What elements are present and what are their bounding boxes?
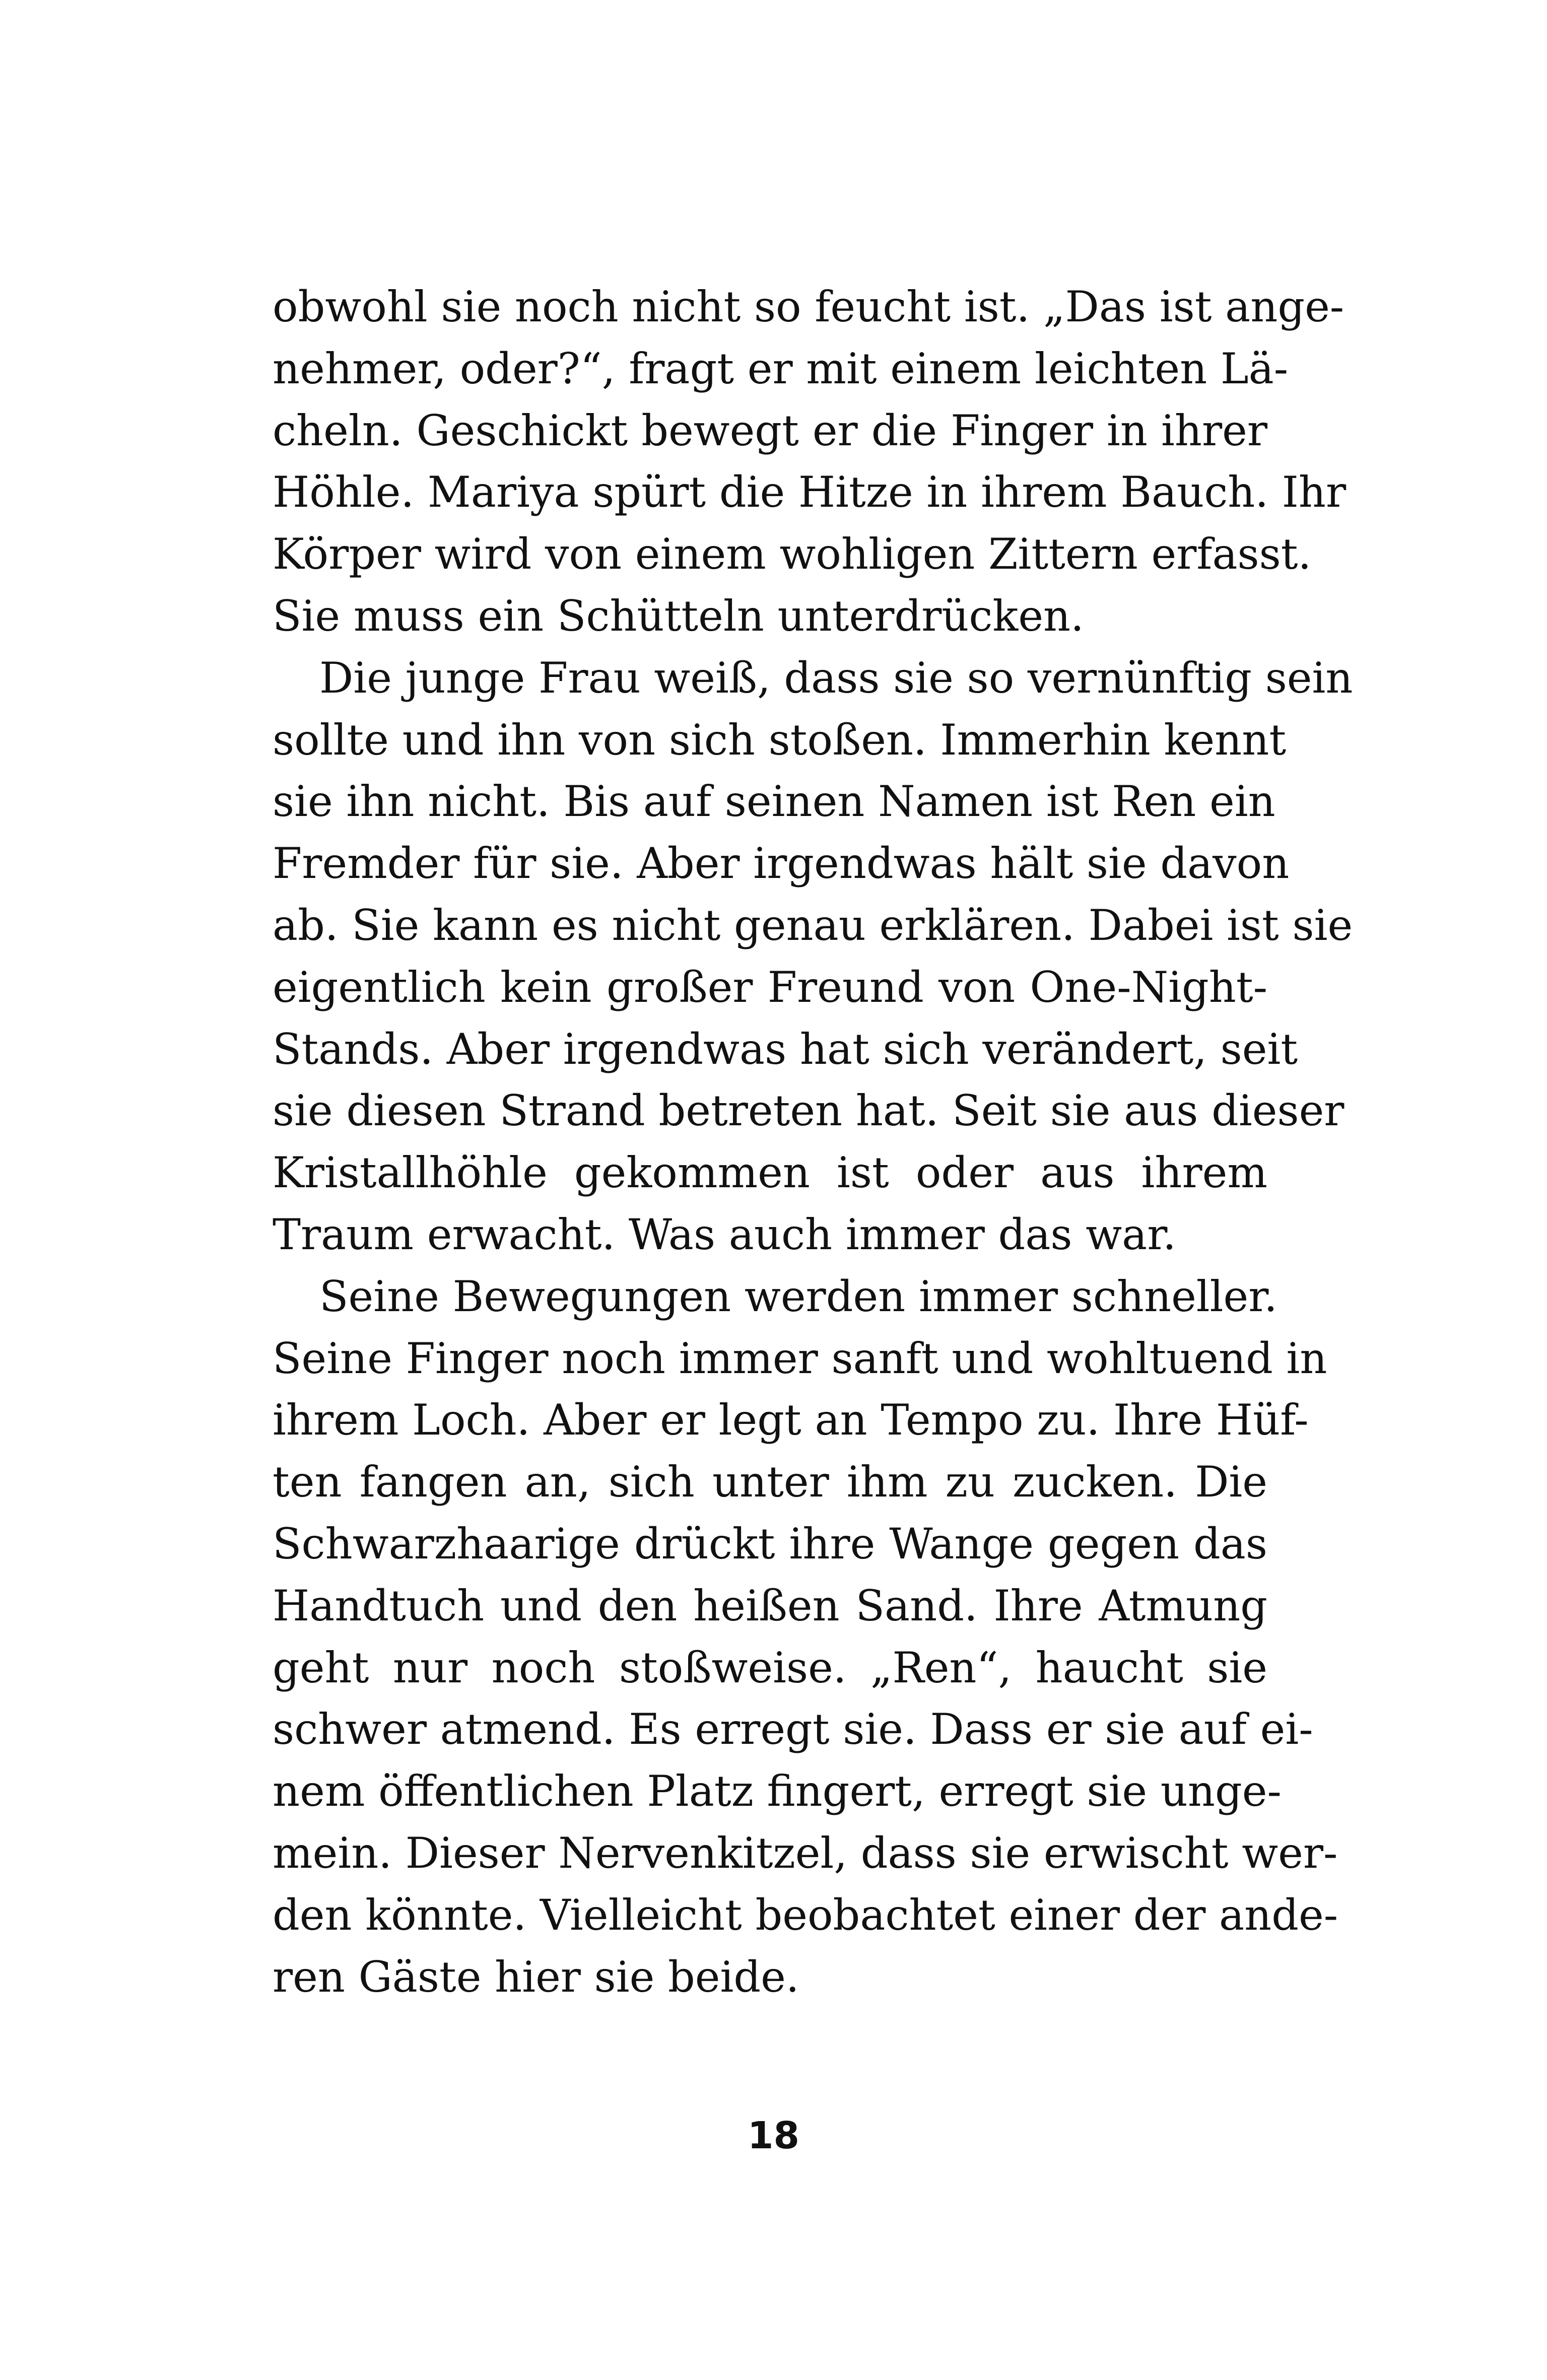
paragraph bbox=[273, 647, 1353, 1266]
text-line: Traum erwacht. Was auch immer das war. bbox=[273, 1209, 1176, 1259]
text-line: Schwarzhaarige drückt ihre Wange gegen das bbox=[273, 1519, 1267, 1569]
text-line: Sie muss ein Schütteln unterdrücken. bbox=[273, 591, 1084, 641]
text-line: sie ihn nicht. Bis auf seinen Namen ist Ren ein bbox=[273, 777, 1275, 827]
text-line: ren Gäste hier sie beide. bbox=[273, 1952, 799, 2002]
text-line: Seine Bewegungen werden immer schneller. bbox=[319, 1271, 1277, 1321]
text-line: Die junge Frau weiß, dass sie so vernünftig sein bbox=[319, 653, 1353, 703]
text-line: Kristallhöhle gekommen ist oder aus ihrem bbox=[273, 1148, 1267, 1198]
text-line: obwohl sie noch nicht so feucht ist. „Das ist ange- bbox=[273, 282, 1344, 331]
text-line: ab. Sie kann es nicht genau erklären. Dabei ist sie bbox=[273, 900, 1353, 950]
text-line: Körper wird von einem wohligen Zittern erfasst. bbox=[273, 529, 1312, 579]
text-line: schwer atmend. Es erregt sie. Dass er sie auf ei- bbox=[273, 1705, 1313, 1754]
text-line: nem öffentlichen Platz fingert, erregt sie unge- bbox=[273, 1766, 1282, 1816]
text-line: ten fangen an, sich unter ihm zu zucken. Die bbox=[273, 1457, 1267, 1507]
text-line: sie diesen Strand betreten hat. Seit sie aus dieser bbox=[273, 1086, 1344, 1136]
text-line: den könnte. Vielleicht beobachtet einer der ande- bbox=[273, 1890, 1338, 1940]
text-line: nehmer, oder?“, fragt er mit einem leichten Lä- bbox=[273, 344, 1289, 393]
text-line: geht nur noch stoßweise. „Ren“, haucht sie bbox=[273, 1643, 1267, 1692]
text-line: Höhle. Mariya spürt die Hitze in ihrem Bauch. Ihr bbox=[273, 467, 1347, 517]
paragraph bbox=[273, 1266, 1338, 2008]
text-line: ihrem Loch. Aber er legt an Tempo zu. Ihre Hüf- bbox=[273, 1395, 1309, 1445]
text-line: cheln. Geschickt bewegt er die Finger in ihrer bbox=[273, 405, 1267, 455]
text-line: Fremder für sie. Aber irgendwas hält sie davon bbox=[273, 839, 1290, 889]
text-line: Seine Finger noch immer sanft und wohltuend in bbox=[273, 1333, 1327, 1383]
page-number: 18 bbox=[748, 2114, 799, 2157]
text-line: sollte und ihn von sich stoßen. Immerhin kennt bbox=[273, 715, 1287, 765]
text-line: Stands. Aber irgendwas hat sich verändert, seit bbox=[273, 1024, 1298, 1074]
text-line: mein. Dieser Nervenkitzel, dass sie erwischt wer- bbox=[273, 1828, 1338, 1878]
text-line: eigentlich kein großer Freund von One-Night- bbox=[273, 962, 1267, 1012]
text-line: Handtuch und den heißen Sand. Ihre Atmung bbox=[273, 1581, 1267, 1630]
paragraph bbox=[273, 276, 1347, 647]
body-text bbox=[273, 276, 1353, 2008]
